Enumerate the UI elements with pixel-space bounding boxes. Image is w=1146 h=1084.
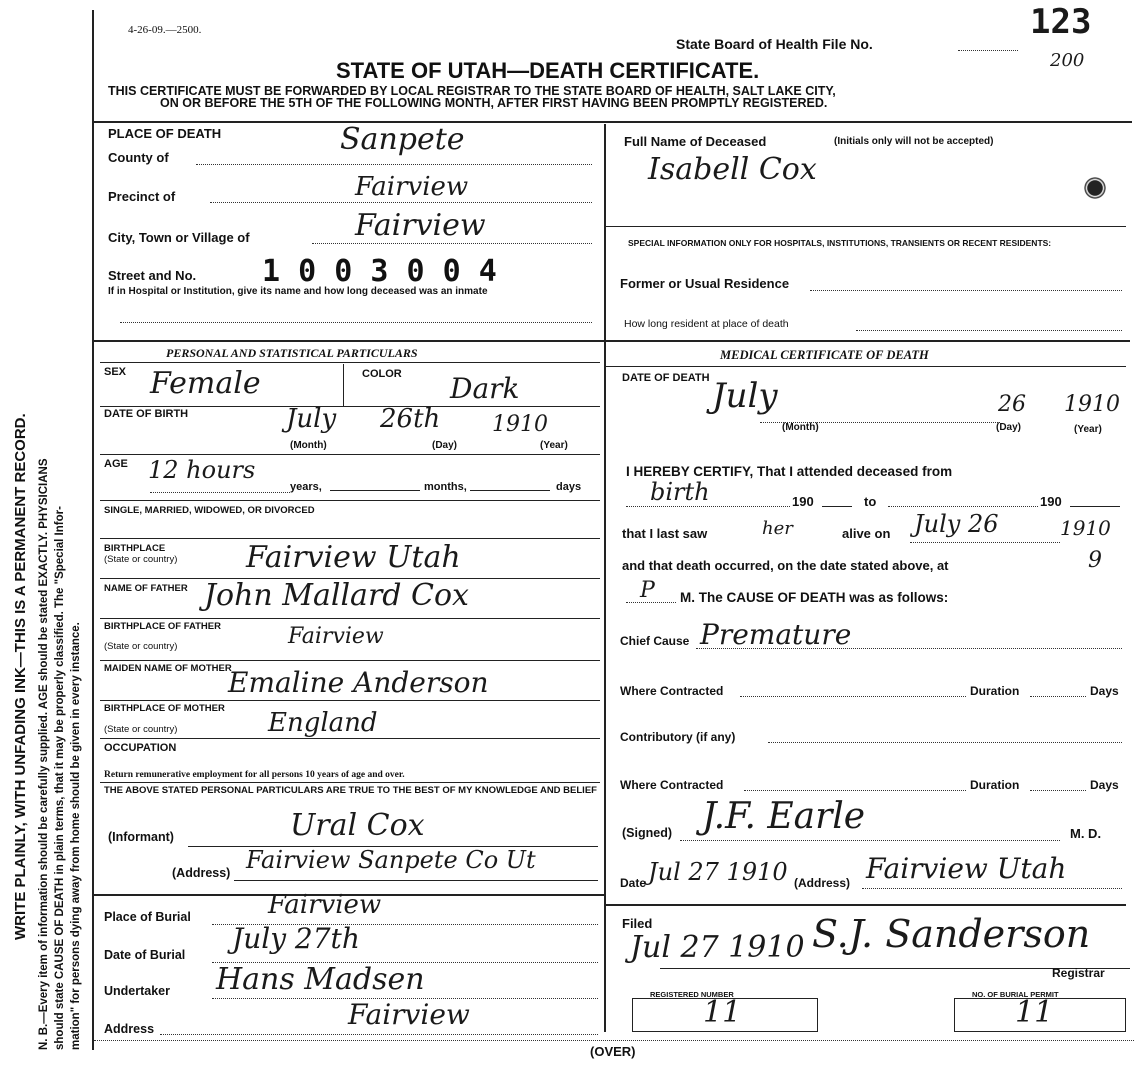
undertaker-name: Hans Madsen	[216, 962, 425, 997]
dob-year-caption: (Year)	[540, 440, 568, 451]
birthplace-label: BIRTHPLACE	[104, 543, 166, 554]
instruction-note-1: N. B.—Every item of information should be carefully supplied. AGE should be stated EXACTLY. PHYSICIANS	[38, 458, 50, 1050]
certify-text: I HEREBY CERTIFY, That I attended deceased from	[626, 464, 953, 479]
registered-number: 11	[703, 995, 742, 1030]
dod-day-caption: (Day)	[996, 422, 1022, 433]
how-long-resident-label: How long resident at place of death	[624, 318, 789, 330]
personal-heading: PERSONAL AND STATISTICAL PARTICULARS	[166, 346, 418, 360]
registered-number-box	[632, 995, 818, 1032]
street-number: 1 0 0 3 0 0 4	[262, 254, 497, 289]
father-label: NAME OF FATHER	[104, 583, 188, 594]
notice-line-2: ON OR BEFORE THE 5TH OF THE FOLLOWING MONTH, AFTER FIRST HAVING BEEN PROMPTLY REGISTERED.	[160, 96, 828, 110]
deceased-name: Isabell Cox	[648, 152, 817, 187]
cert-address-label: (Address)	[794, 876, 851, 890]
sex-value: Female	[150, 366, 261, 401]
dob-month: July	[286, 404, 337, 434]
instruction-note-2: should state CAUSE OF DEATH in plain terms, that it may be properly classified. The "Special Infor-	[54, 506, 66, 1050]
months-caption: months,	[424, 481, 467, 493]
mother-name: Emaline Anderson	[228, 666, 489, 699]
where-contracted-2-label: Where Contracted	[620, 778, 724, 792]
registered-number-label: REGISTERED NUMBER	[650, 990, 734, 999]
death-occurred-label: and that death occurred, on the date stated above, at	[622, 558, 949, 573]
cert-address: Fairview Utah	[866, 852, 1067, 885]
city-label: City, Town or Village of	[108, 230, 250, 245]
over-note: (OVER)	[590, 1044, 636, 1059]
burial-place-label: Place of Burial	[104, 910, 191, 924]
street-label: Street and No.	[108, 268, 197, 283]
days-1-label: Days	[1090, 684, 1119, 698]
instruction-note-3: mation" for persons dying away from home should be given in every instance.	[70, 622, 82, 1050]
dob-day-caption: (Day)	[432, 440, 458, 451]
dob-year: 1910	[492, 412, 548, 437]
birthplace-value: Fairview Utah	[246, 540, 461, 575]
city-value: Fairview	[355, 208, 486, 243]
hospital-note: If in Hospital or Institution, give its name and how long deceased was an inmate	[108, 286, 488, 297]
informant-address: Fairview Sanpete Co Ut	[246, 846, 536, 874]
burial-permit-number: 11	[1015, 995, 1054, 1030]
age-label: AGE	[104, 458, 128, 470]
father-birthplace-label: BIRTHPLACE OF FATHER	[104, 621, 221, 632]
county-label: County of	[108, 150, 169, 165]
last-saw-label: that I last saw	[622, 526, 708, 541]
registrar-signature: S.J. Sanderson	[812, 912, 1091, 956]
marital-status-label: SINGLE, MARRIED, WIDOWED, OR DIVORCED	[104, 505, 315, 516]
father-birthplace: Fairview	[288, 624, 384, 649]
notice-line-1: THIS CERTIFICATE MUST BE FORWARDED BY LOCAL REGISTRAR TO THE STATE BOARD OF HEALTH, SALT LAKE CITY,	[108, 84, 836, 98]
chief-cause-label: Chief Cause	[620, 634, 690, 648]
md-label: M. D.	[1070, 826, 1102, 841]
alive-date: July 26	[914, 510, 999, 538]
undertaker-address-label: Address	[104, 1022, 155, 1036]
burial-permit-label: NO. OF BURIAL PERMIT	[972, 990, 1059, 999]
precinct-label: Precinct of	[108, 189, 176, 204]
return-note: Return remunerative employment for all persons 10 years of age and over.	[104, 770, 405, 780]
where-contracted-1-label: Where Contracted	[620, 684, 724, 698]
informant-label: (Informant)	[108, 830, 174, 844]
undertaker-label: Undertaker	[104, 984, 170, 998]
file-number-label: State Board of Health File No.	[676, 36, 873, 52]
alive-on-label: alive on	[842, 526, 891, 541]
cause-of-death-label: M. The CAUSE OF DEATH was as follows:	[680, 590, 949, 605]
place-of-death-heading: PLACE OF DEATH	[108, 126, 222, 141]
registrar-label: Registrar	[1052, 966, 1105, 980]
death-meridian: P	[640, 578, 655, 603]
days-caption: days	[556, 481, 582, 493]
physician-signature: J.F. Earle	[702, 796, 866, 837]
father-birthplace-sub: (State or country)	[104, 641, 178, 652]
to-label: to	[864, 494, 877, 509]
cert-date-label: Date	[620, 876, 647, 890]
informant-address-label: (Address)	[172, 866, 231, 880]
ink-blot-icon	[1082, 175, 1108, 201]
dod-year: 1910	[1064, 392, 1120, 417]
file-number-secondary: 200	[1050, 50, 1085, 71]
chief-cause-value: Premature	[700, 618, 852, 651]
dob-label: DATE OF BIRTH	[104, 408, 189, 420]
cert-date: Jul 27 1910	[648, 858, 788, 886]
dob-month-caption: (Month)	[290, 440, 327, 451]
age-value: 12 hours	[148, 456, 256, 484]
signed-label: (Signed)	[622, 826, 672, 840]
mother-birthplace-label: BIRTHPLACE OF MOTHER	[104, 703, 225, 714]
color-value: Dark	[450, 372, 520, 405]
contributory-label: Contributory (if any)	[620, 730, 736, 744]
to-year: 190	[1040, 494, 1062, 509]
mother-birthplace-sub: (State or country)	[104, 724, 178, 735]
dod-label: DATE OF DEATH	[622, 372, 710, 384]
county-value: Sanpete	[340, 122, 465, 157]
sidebar-instructions	[0, 0, 90, 1084]
birthplace-sub: (State or country)	[104, 554, 178, 565]
file-number: 123	[1030, 2, 1092, 42]
special-info-heading: SPECIAL INFORMATION ONLY FOR HOSPITALS, INSTITUTIONS, TRANSIENTS OR RECENT RESIDENTS:	[628, 238, 1052, 248]
father-name: John Mallard Cox	[204, 578, 469, 613]
sex-label: SEX	[104, 366, 127, 378]
burial-place: Fairview	[268, 890, 382, 920]
attended-from: birth	[650, 478, 710, 506]
duration-1-label: Duration	[970, 684, 1020, 698]
filed-date: Jul 27 1910	[630, 930, 805, 965]
alive-year: 1910	[1060, 516, 1111, 540]
filed-label: Filed	[622, 916, 653, 931]
duration-2-label: Duration	[970, 778, 1020, 792]
mother-label: MAIDEN NAME OF MOTHER	[104, 663, 232, 674]
dob-day: 26th	[380, 404, 441, 434]
occupation-label: OCCUPATION	[104, 742, 177, 754]
former-residence-label: Former or Usual Residence	[620, 276, 790, 291]
days-2-label: Days	[1090, 778, 1119, 792]
dod-day: 26	[998, 392, 1026, 417]
mother-birthplace: England	[268, 708, 378, 738]
years-caption: years,	[290, 481, 322, 493]
permanent-record-notice: WRITE PLAINLY, WITH UNFADING INK—THIS IS A PERMANENT RECORD.	[12, 413, 29, 940]
particulars-certification: THE ABOVE STATED PERSONAL PARTICULARS ARE TRUE TO THE BEST OF MY KNOWLEDGE AND BELIEF	[104, 785, 597, 796]
burial-date: July 27th	[232, 922, 360, 955]
burial-date-label: Date of Burial	[104, 948, 186, 962]
informant-name: Ural Cox	[290, 808, 425, 843]
burial-permit-box	[954, 995, 1126, 1032]
dod-year-caption: (Year)	[1074, 424, 1102, 435]
full-name-label: Full Name of Deceased	[624, 134, 767, 149]
color-label: COLOR	[362, 368, 402, 380]
dod-month: July	[712, 376, 778, 416]
death-hour: 9	[1088, 548, 1102, 573]
pronoun-value: her	[762, 518, 793, 539]
undertaker-address: Fairview	[348, 998, 470, 1031]
dod-month-caption: (Month)	[782, 422, 819, 433]
form-code: 4-26-09.—2500.	[128, 24, 202, 36]
full-name-note: (Initials only will not be accepted)	[834, 136, 994, 147]
medical-heading: MEDICAL CERTIFICATE OF DEATH	[720, 348, 929, 362]
certificate-title: STATE OF UTAH—DEATH CERTIFICATE.	[336, 58, 760, 83]
from-year: 190	[792, 494, 814, 509]
precinct-value: Fairview	[355, 172, 469, 202]
